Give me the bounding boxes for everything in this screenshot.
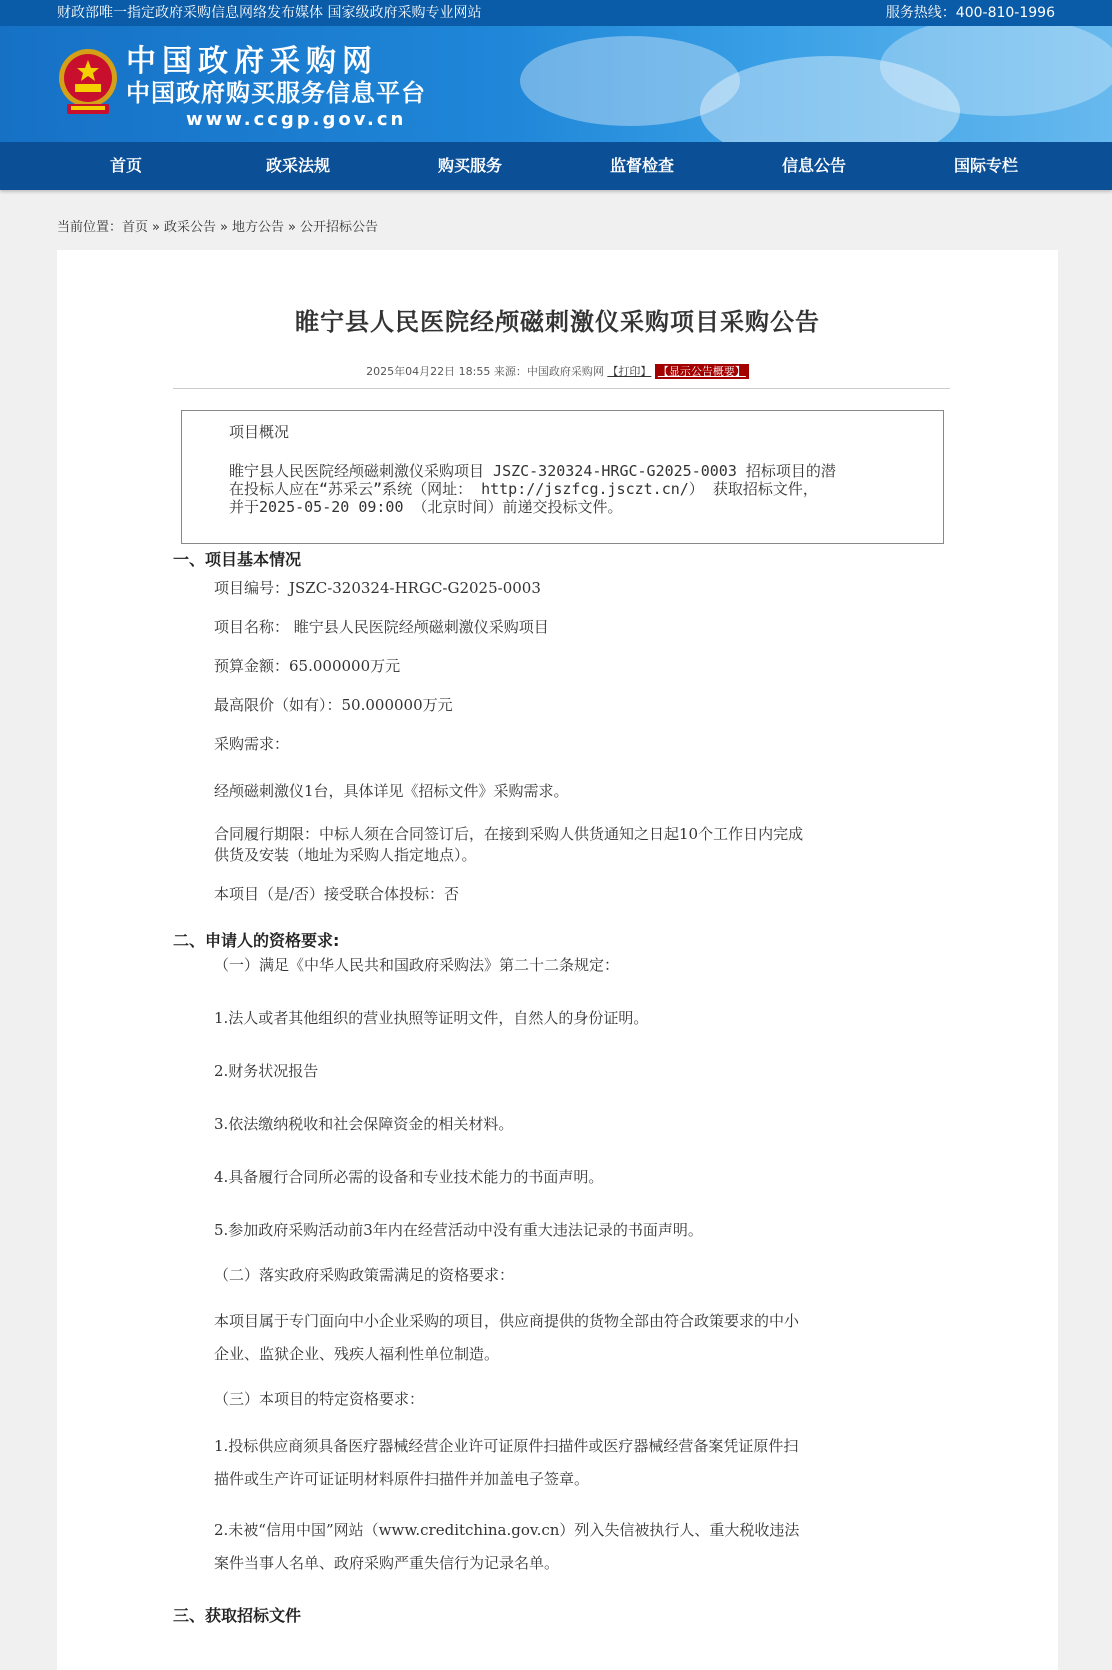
publish-date: 2025年04月22日 18:55 xyxy=(366,365,491,378)
project-number: 项目编号：JSZC-320324-HRGC-G2025-0003 xyxy=(214,579,541,597)
special-requirement-line: 2.未被“信用中国”网站（www.creditchina.gov.cn）列入失信被执行人、重大税收违法 xyxy=(214,1521,800,1539)
special-requirement-line: 1.投标供应商须具备医疗器械经营企业许可证原件扫描件或医疗器械经营备案凭证原件扫 xyxy=(214,1437,799,1455)
site-banner xyxy=(0,26,1112,142)
divider xyxy=(173,388,950,389)
main-nav xyxy=(0,142,1112,190)
consortium-bid: 本项目（是/否）接受联合体投标：否 xyxy=(214,885,460,903)
print-link[interactable]: 【打印】 xyxy=(607,365,652,378)
breadcrumb-open-tender[interactable]: 公开招标公告 xyxy=(299,220,378,235)
qualification-subheading: （一）满足《中华人民共和国政府采购法》第二十二条规定： xyxy=(214,956,620,974)
qualification-item: 3.依法缴纳税收和社会保障资金的相关材料。 xyxy=(214,1115,514,1133)
qualification-item: 5.参加政府采购活动前3年内在经营活动中没有重大违法记录的书面声明。 xyxy=(214,1221,703,1239)
breadcrumb-label: 当前位置： xyxy=(57,220,123,235)
qualification-item: 2.财务状况报告 xyxy=(214,1062,319,1080)
qualification-item: 4.具备履行合同所必需的设备和专业技术能力的书面声明。 xyxy=(214,1168,604,1186)
nav-announcements[interactable]: 信息公告 xyxy=(781,156,846,175)
breadcrumb-separator: » xyxy=(220,220,228,235)
project-overview-box xyxy=(181,410,944,544)
project-name: 项目名称： 睢宁县人民医院经颅磁刺激仪采购项目 xyxy=(214,618,549,636)
show-summary-button[interactable]: 【显示公告概要】 xyxy=(655,364,749,379)
service-hotline: 服务热线：400-810-1996 xyxy=(885,5,1055,21)
demand-label: 采购需求： xyxy=(214,735,290,753)
overview-text xyxy=(229,462,923,516)
site-subtitle: 中国政府购买服务信息平台 xyxy=(126,79,426,107)
max-price: 最高限价（如有）：50.000000万元 xyxy=(214,696,453,714)
breadcrumb xyxy=(0,190,1112,246)
nav-supervision[interactable]: 监督检查 xyxy=(609,156,674,175)
article-title: 睢宁县人民医院经颅磁刺激仪采购项目采购公告 xyxy=(295,308,820,336)
budget-amount: 预算金额：65.000000万元 xyxy=(214,657,401,675)
nav-home[interactable]: 首页 xyxy=(109,156,142,175)
section-qualifications xyxy=(214,954,948,1573)
overview-line: 在投标人应在“苏采云”系统（网址： http://jszfcg.jsczt.cn/） 获取招标文件， xyxy=(229,480,818,498)
special-requirement-line: 案件当事人名单、政府采购严重失信行为记录名单。 xyxy=(214,1554,560,1572)
article-container xyxy=(57,250,1058,1670)
policy-text-line: 本项目属于专门面向中小企业采购的项目，供应商提供的货物全部由符合政策要求的中小 xyxy=(214,1312,800,1330)
overview-heading: 项目概况 xyxy=(229,423,290,441)
nav-purchase-services[interactable]: 购买服务 xyxy=(437,156,502,175)
section-heading-basic-info: 一、项目基本情况 xyxy=(173,550,302,569)
contract-term-line: 供货及安装（地址为采购人指定地点）。 xyxy=(214,846,477,864)
nav-regulations[interactable]: 政采法规 xyxy=(265,156,330,175)
article-meta xyxy=(57,363,1058,379)
top-info-bar xyxy=(0,0,1112,26)
overview-line: 并于2025-05-20 09:00 （北京时间）前递交投标文件。 xyxy=(229,498,623,516)
site-title: 中国政府采购网 xyxy=(126,44,378,79)
qualification-item: 1.法人或者其他组织的营业执照等证明文件，自然人的身份证明。 xyxy=(214,1009,649,1027)
article-source: 来源：中国政府采购网 xyxy=(493,365,604,378)
special-requirement-line: 描件或生产许可证证明材料原件扫描件并加盖电子签章。 xyxy=(214,1470,590,1488)
breadcrumb-separator: » xyxy=(152,220,160,235)
nav-international[interactable]: 国际专栏 xyxy=(953,156,1018,175)
breadcrumb-home[interactable]: 首页 xyxy=(122,220,149,235)
contract-term-line: 合同履行期限：中标人须在合同签订后，在接到采购人供货通知之日起10个工作日内完成 xyxy=(214,825,804,843)
breadcrumb-separator: » xyxy=(288,220,296,235)
section-heading-qualifications: 二、申请人的资格要求: xyxy=(173,931,340,950)
qualification-subheading: （二）落实政府采购政策需满足的资格要求： xyxy=(214,1266,515,1284)
overview-line: 睢宁县人民医院经颅磁刺激仪采购项目 JSZC-320324-HRGC-G2025-0003 招标项目的潜 xyxy=(229,462,836,480)
section-heading-get-documents: 三、获取招标文件 xyxy=(173,1606,302,1625)
qualification-subheading: （三）本项目的特定资格要求： xyxy=(214,1390,425,1408)
site-title-block[interactable] xyxy=(126,46,426,132)
policy-text-line: 企业、监狱企业、残疾人福利性单位制造。 xyxy=(214,1345,500,1363)
section-basic-info xyxy=(214,577,948,904)
breadcrumb-local-announcements[interactable]: 地方公告 xyxy=(231,220,284,235)
demand-text: 经颅磁刺激仪1台，具体详见《招标文件》采购需求。 xyxy=(214,782,569,800)
site-url: www.ccgp.gov.cn xyxy=(186,109,407,130)
breadcrumb-gov-announcements[interactable]: 政采公告 xyxy=(164,220,217,235)
national-emblem-icon[interactable] xyxy=(57,46,119,120)
site-slogan: 财政部唯一指定政府采购信息网络发布媒体 国家级政府采购专业网站 xyxy=(57,5,482,21)
